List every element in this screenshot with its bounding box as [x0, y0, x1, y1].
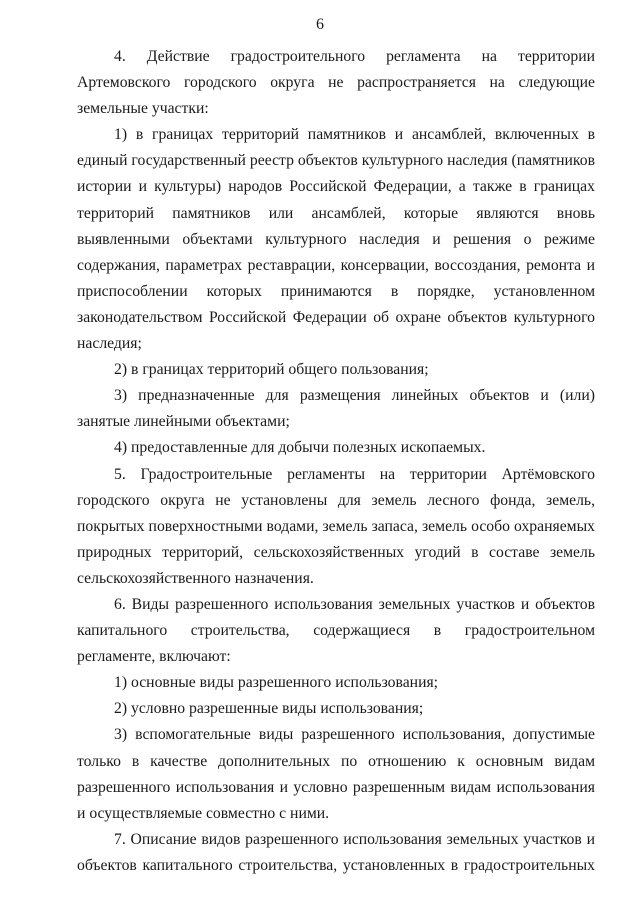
- paragraph-4-item-2: 2) в границах территорий общего пользования;: [114, 361, 429, 379]
- paragraph-4: 4. Действие градостроительного регламента на территории Артемовского городского округа не распространяется на следующие земельные участки:: [77, 48, 595, 118]
- paragraph-5: 5. Градостроительные регламенты на территории Артёмовского городского округа не установлены для земель лесного фонда, земель, покрытых поверхностными водами, земель запаса, земель особо охраняемых природных территорий, сельскохозяйственных угодий в составе земель сельскохозяйственного назначения.: [77, 465, 595, 587]
- document-body: [77, 44, 595, 879]
- paragraph-6-item-3: 3) вспомогательные виды разрешенного использования, допустимые только в качестве дополнительных по отношению к основным видам разрешенного использования и условно разрешенным видам использования и осуществляемые совместно с ними.: [77, 726, 595, 822]
- paragraph-6-item-1: 1) основные виды разрешенного использования;: [114, 674, 439, 692]
- paragraph-7: 7. Описание видов разрешенного использования земельных участков и объектов капитального строительства, установленных в градостроительных: [77, 830, 595, 874]
- paragraph-4-item-4: 4) предоставленные для добычи полезных ископаемых.: [114, 439, 486, 457]
- page-number: 6: [316, 16, 324, 33]
- paragraph-6: 6. Виды разрешенного использования земельных участков и объектов капитального строительства, содержащиеся в градостроительном регламенте, включают:: [77, 595, 595, 666]
- paragraph-4-item-1: 1) в границах территорий памятников и ансамблей, включенных в единый государственный реестр объектов культурного наследия (памятников истории и культуры) народов Российской Федерации, а также в границах территорий памятников или ансамблей, которые являются вновь выявленными объектами культурного наследия и решения о режиме содержания, параметрах реставрации, консервации, воссоздания, ремонта и приспособлении которых принимаются в порядке, установленном законодательством Российской Федерации об охране объектов культурного наследия;: [77, 126, 595, 353]
- paragraph-6-item-2: 2) условно разрешенные виды использования;: [114, 700, 424, 718]
- paragraph-4-item-3: 3) предназначенные для размещения линейных объектов и (или) занятые линейными объектами;: [77, 387, 595, 431]
